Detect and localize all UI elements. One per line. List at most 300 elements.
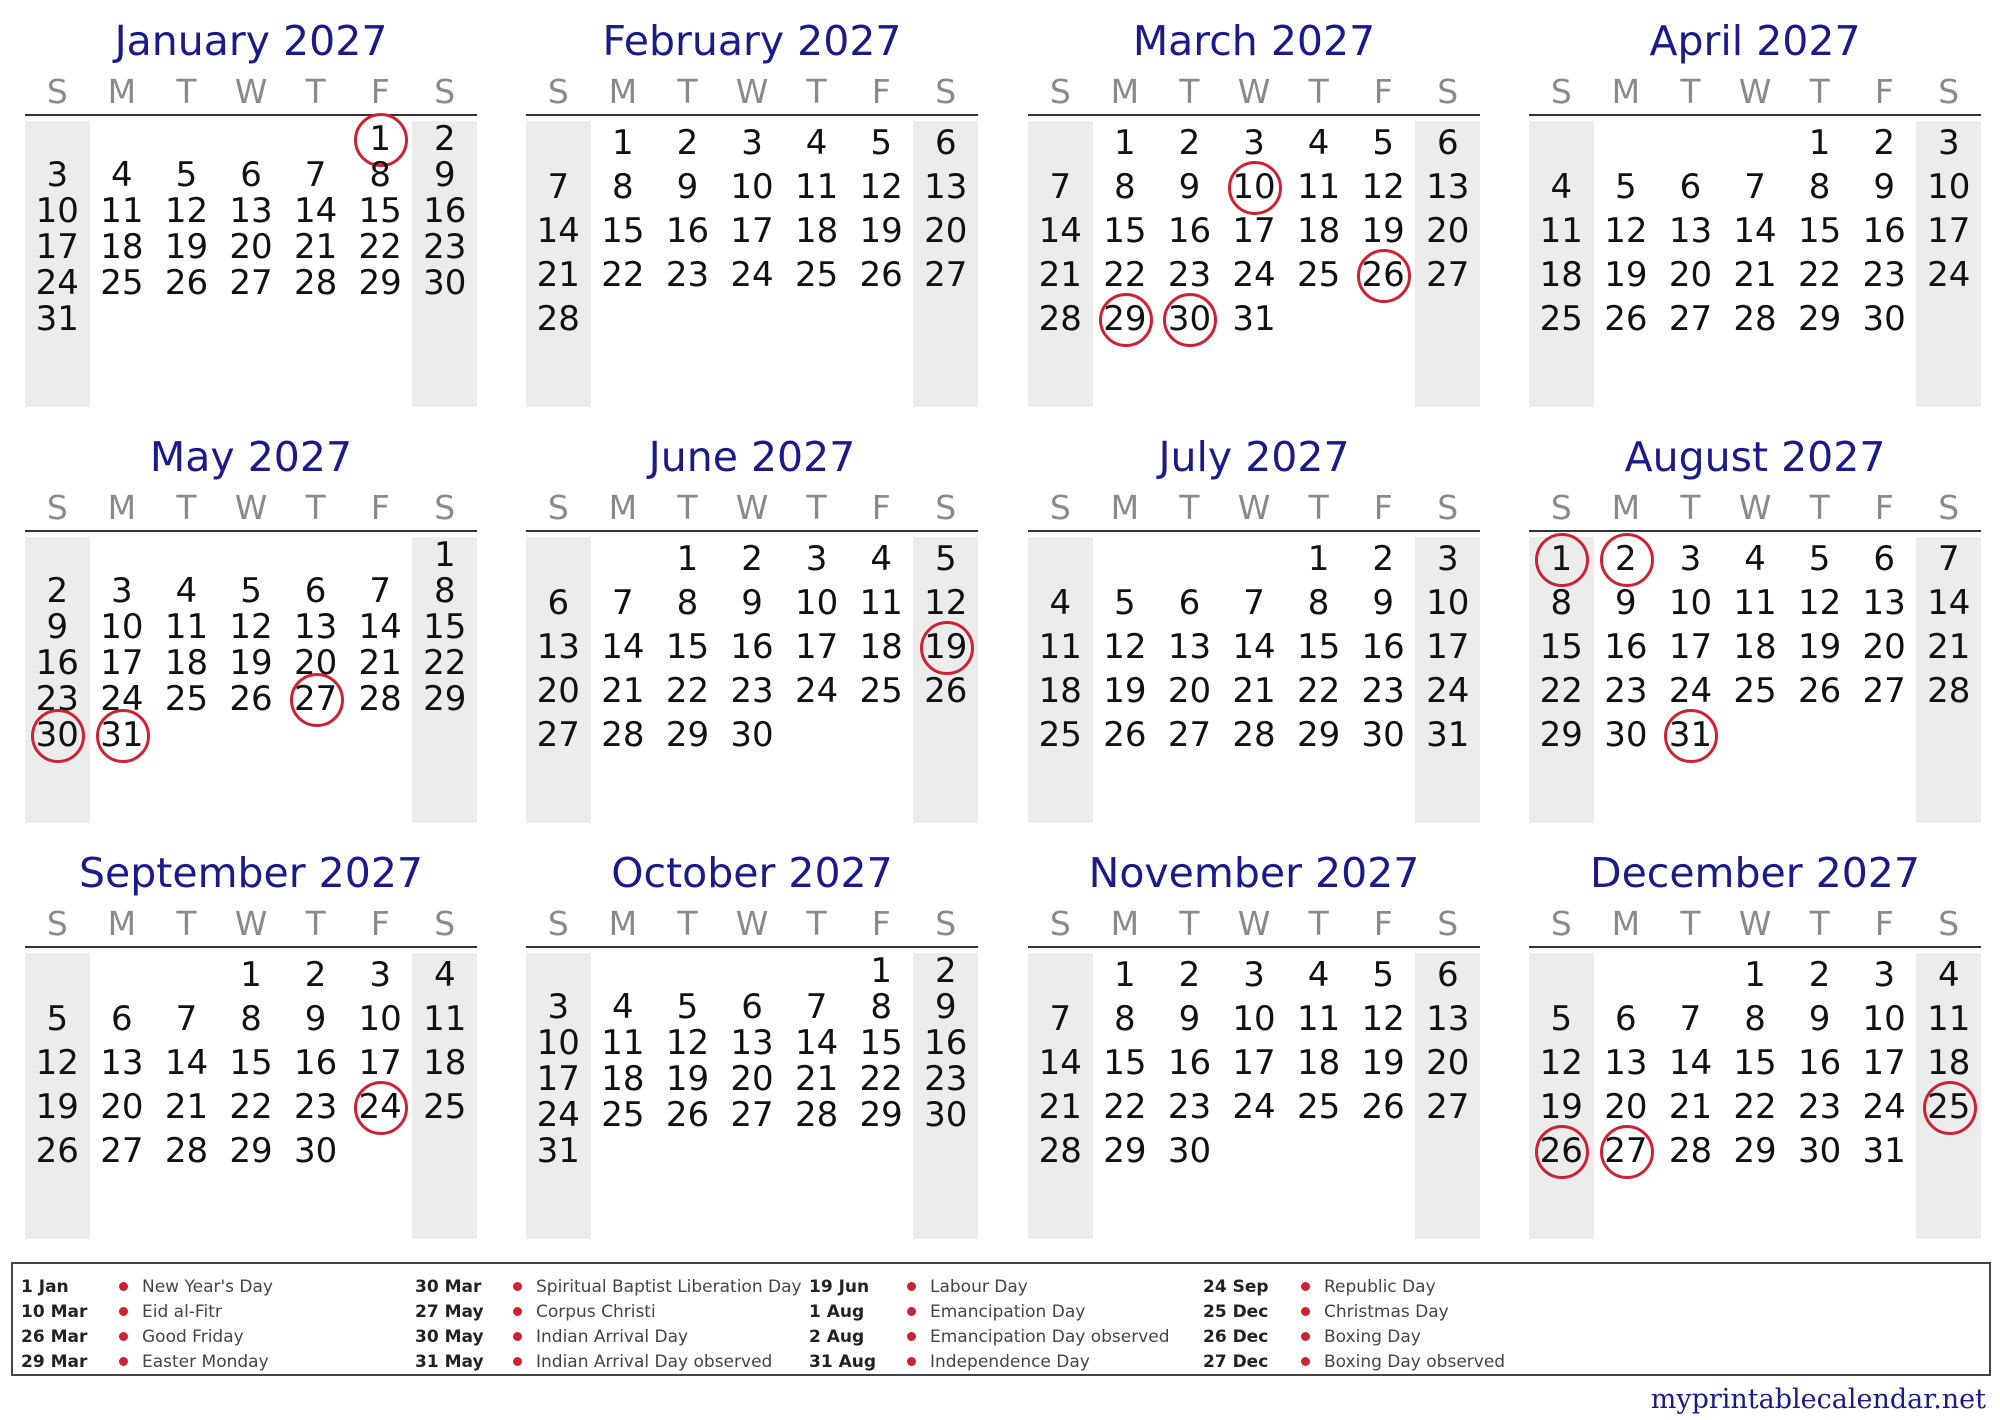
day-cell: 14	[1733, 211, 1777, 251]
day-cell: 4	[1307, 955, 1330, 995]
day-cell: 7	[369, 571, 391, 611]
day-cell: 4	[805, 123, 828, 163]
week-row	[526, 1061, 978, 1097]
legend-entry	[415, 1274, 802, 1299]
day-cell: 8	[433, 571, 456, 611]
day-cell: 24	[1232, 255, 1276, 295]
day-cell: 1	[1808, 123, 1831, 163]
day-cell: 9	[46, 607, 69, 647]
day-cell: 7	[1679, 999, 1702, 1039]
empty-day-cell	[1916, 297, 1981, 341]
legend-column	[809, 1274, 1170, 1374]
day-cell: 3	[1436, 539, 1459, 579]
weekday-header-row	[1529, 72, 1981, 112]
empty-day-cell	[591, 537, 656, 581]
empty-day-cell	[1852, 713, 1917, 757]
day-cell: 17	[35, 227, 79, 267]
day-cell: 5	[676, 987, 699, 1027]
week-row	[25, 681, 477, 717]
day-cell: 25	[601, 1095, 645, 1135]
weekday-header: M	[608, 72, 638, 111]
legend-holiday-name: Labour Day	[930, 1276, 1028, 1297]
week-row	[526, 253, 978, 297]
empty-day-cell	[1723, 121, 1788, 165]
day-cell: 24	[1232, 1087, 1276, 1127]
empty-day-cell	[219, 717, 284, 753]
empty-day-cell	[784, 713, 849, 757]
weekday-header: M	[1611, 488, 1641, 527]
day-cell: 29	[859, 1095, 903, 1135]
legend-date: 29 Mar	[21, 1351, 88, 1372]
weekday-header: M	[107, 72, 137, 111]
day-cell: 31	[1232, 299, 1276, 339]
legend-entry	[809, 1299, 1170, 1324]
weekday-header: T	[1308, 72, 1329, 111]
day-cell: 17	[1232, 1043, 1276, 1083]
day-cell: 4	[1049, 583, 1072, 623]
day-cell: 11	[1927, 999, 1971, 1039]
day-cell: 10	[730, 167, 774, 207]
weekday-header: M	[608, 488, 638, 527]
weekday-header: T	[677, 904, 698, 943]
day-cell: 9	[934, 987, 957, 1027]
holiday-day-cell: 10	[1222, 165, 1287, 209]
day-cell: 1	[1114, 123, 1136, 163]
day-cell: 5	[1550, 999, 1573, 1039]
day-cell: 1	[1307, 539, 1330, 579]
day-cell: 6	[1436, 955, 1459, 995]
day-cell: 31	[1862, 1131, 1906, 1171]
weekday-header: W	[735, 72, 769, 111]
day-cell: 21	[601, 671, 645, 711]
day-cell: 26	[1361, 1087, 1405, 1127]
day-cell: 23	[1604, 671, 1648, 711]
day-cell: 12	[164, 191, 209, 231]
empty-day-cell	[25, 537, 90, 573]
empty-day-cell	[849, 297, 914, 341]
week-row	[1028, 1041, 1480, 1085]
day-cell: 3	[1937, 123, 1960, 163]
day-cell: 26	[164, 263, 209, 303]
day-cell: 14	[358, 607, 402, 647]
day-cell: 8	[1550, 583, 1573, 623]
weekday-header: F	[871, 904, 891, 943]
header-divider	[1028, 946, 1480, 948]
day-cell: 7	[612, 583, 634, 623]
week-row	[1529, 209, 1981, 253]
day-cell: 16	[730, 627, 774, 667]
empty-day-cell	[1028, 121, 1093, 165]
legend-entry	[1203, 1349, 1505, 1374]
header-divider	[25, 946, 477, 948]
day-cell: 17	[100, 643, 144, 683]
weekday-header: F	[1373, 904, 1393, 943]
weekday-header: T	[305, 72, 326, 111]
day-cell: 10	[1862, 999, 1906, 1039]
day-cell: 23	[924, 1059, 968, 1099]
day-cell: 7	[547, 167, 570, 207]
day-cell: 28	[164, 1131, 209, 1171]
day-cell: 1	[240, 955, 262, 995]
weekday-header: M	[1110, 72, 1140, 111]
day-cell: 3	[111, 571, 133, 611]
day-cell: 14	[1668, 1043, 1713, 1083]
day-cell: 5	[1808, 539, 1831, 579]
legend-date: 1 Jan	[21, 1276, 69, 1297]
day-cell: 2	[433, 119, 456, 159]
month-may	[25, 426, 477, 823]
day-cell: 15	[229, 1043, 273, 1083]
legend-entry	[809, 1274, 1170, 1299]
week-row	[25, 537, 477, 573]
day-cell: 12	[1361, 999, 1405, 1039]
legend-entry	[21, 1324, 273, 1349]
day-cell: 24	[794, 671, 839, 711]
day-cell: 5	[175, 155, 198, 195]
weekday-header: W	[1237, 488, 1271, 527]
day-cell: 22	[1797, 255, 1842, 295]
weekday-header: T	[806, 904, 827, 943]
day-cell: 8	[676, 583, 699, 623]
day-cell: 9	[1178, 167, 1201, 207]
weekday-header-row	[526, 904, 978, 944]
legend-entry	[21, 1349, 273, 1374]
day-cell: 14	[1232, 627, 1276, 667]
holiday-dot-icon	[907, 1357, 916, 1366]
day-grid	[1529, 537, 1981, 823]
day-cell: 21	[794, 1059, 839, 1099]
day-cell: 6	[1615, 999, 1637, 1039]
day-cell: 6	[111, 999, 133, 1039]
day-cell: 19	[35, 1087, 79, 1127]
week-row	[25, 645, 477, 681]
header-divider	[1529, 530, 1981, 532]
month-title: September 2027	[79, 849, 423, 897]
day-cell: 22	[665, 671, 710, 711]
day-cell: 20	[1668, 255, 1713, 295]
weekday-header: S	[1550, 488, 1572, 527]
weekday-header: S	[547, 72, 569, 111]
day-cell: 11	[423, 999, 467, 1039]
day-cell: 5	[1615, 167, 1637, 207]
weekday-header: W	[1738, 904, 1772, 943]
day-cell: 17	[1927, 211, 1971, 251]
day-cell: 23	[293, 1087, 338, 1127]
holiday-day-cell: 26	[1529, 1129, 1594, 1173]
week-row	[526, 713, 978, 757]
site-credit[interactable]: myprintablecalendar.net	[1650, 1384, 1986, 1415]
day-cell: 25	[859, 671, 903, 711]
weekday-header: S	[935, 488, 957, 527]
day-cell: 4	[870, 539, 892, 579]
day-cell: 5	[1372, 123, 1394, 163]
day-cell: 5	[1372, 955, 1394, 995]
weekday-header: W	[234, 904, 268, 943]
weekday-header-row	[1028, 488, 1480, 528]
empty-day-cell	[90, 121, 155, 157]
day-cell: 2	[1178, 123, 1201, 163]
day-cell: 27	[1167, 715, 1212, 755]
weekday-header: S	[935, 72, 957, 111]
day-cell: 18	[164, 643, 209, 683]
empty-day-cell	[655, 297, 720, 341]
day-cell: 1	[870, 951, 892, 991]
day-grid	[25, 953, 477, 1239]
legend-date: 10 Mar	[21, 1301, 88, 1322]
day-cell: 26	[229, 679, 273, 719]
day-cell: 5	[240, 571, 262, 611]
empty-day-cell	[154, 537, 219, 573]
legend-holiday-name: Easter Monday	[142, 1351, 269, 1372]
day-cell: 27	[1668, 299, 1713, 339]
day-cell: 16	[1797, 1043, 1842, 1083]
empty-day-cell	[655, 1133, 720, 1169]
legend-date: 27 Dec	[1203, 1351, 1269, 1372]
month-title: April 2027	[1649, 17, 1861, 65]
day-cell: 4	[1550, 167, 1573, 207]
weekday-header: M	[1611, 72, 1641, 111]
weekday-header: S	[547, 488, 569, 527]
week-row	[1028, 997, 1480, 1041]
empty-day-cell	[219, 537, 284, 573]
day-cell: 17	[1862, 1043, 1906, 1083]
day-cell: 19	[1103, 671, 1147, 711]
day-cell: 17	[1232, 211, 1276, 251]
header-divider	[1529, 114, 1981, 116]
day-cell: 27	[536, 715, 580, 755]
month-title: November 2027	[1088, 849, 1420, 897]
empty-day-cell	[1286, 1129, 1351, 1173]
legend-holiday-name: Independence Day	[930, 1351, 1090, 1372]
day-cell: 19	[164, 227, 209, 267]
day-cell: 28	[1733, 299, 1777, 339]
legend-date: 2 Aug	[809, 1326, 865, 1347]
day-cell: 23	[730, 671, 774, 711]
day-cell: 18	[859, 627, 903, 667]
empty-day-cell	[412, 717, 477, 753]
empty-day-cell	[154, 953, 219, 997]
weekday-header: S	[434, 904, 456, 943]
day-cell: 18	[1296, 211, 1341, 251]
legend-holiday-name: Republic Day	[1324, 1276, 1436, 1297]
day-cell: 19	[229, 643, 273, 683]
day-cell: 28	[1232, 715, 1276, 755]
day-cell: 27	[229, 263, 273, 303]
month-april	[1529, 10, 1981, 407]
holiday-dot-icon	[907, 1282, 916, 1291]
week-row	[1529, 713, 1981, 757]
day-cell: 23	[1167, 1087, 1212, 1127]
month-november	[1028, 842, 1480, 1239]
weekday-header: W	[234, 72, 268, 111]
holiday-day-cell: 25	[1916, 1085, 1981, 1129]
week-row	[1028, 121, 1480, 165]
header-divider	[25, 114, 477, 116]
weekday-header: S	[1938, 72, 1960, 111]
day-cell: 30	[1797, 1131, 1842, 1171]
day-cell: 2	[934, 951, 957, 991]
week-row	[1028, 1085, 1480, 1129]
holiday-day-cell: 29	[1093, 297, 1158, 341]
week-row	[1529, 669, 1981, 713]
empty-day-cell	[154, 717, 219, 753]
day-cell: 19	[859, 211, 903, 251]
empty-day-cell	[25, 953, 90, 997]
day-cell: 11	[794, 167, 839, 207]
day-cell: 19	[665, 1059, 710, 1099]
day-cell: 27	[1862, 671, 1906, 711]
day-cell: 28	[358, 679, 402, 719]
day-cell: 3	[1679, 539, 1702, 579]
week-row	[1529, 997, 1981, 1041]
day-cell: 4	[433, 955, 456, 995]
week-row	[1028, 209, 1480, 253]
day-cell: 18	[1296, 1043, 1341, 1083]
day-cell: 29	[1103, 1131, 1147, 1171]
day-cell: 16	[1167, 1043, 1212, 1083]
day-cell: 10	[358, 999, 402, 1039]
day-cell: 21	[1232, 671, 1276, 711]
weekday-header-row	[1028, 904, 1480, 944]
day-cell: 16	[665, 211, 710, 251]
day-cell: 21	[1733, 255, 1777, 295]
day-cell: 10	[35, 191, 79, 231]
week-row	[1529, 953, 1981, 997]
weekday-header: S	[1049, 904, 1071, 943]
month-title: March 2027	[1132, 17, 1376, 65]
weekday-header: T	[1680, 904, 1701, 943]
holiday-dot-icon	[1301, 1307, 1310, 1316]
day-cell: 24	[1927, 255, 1971, 295]
day-cell: 10	[1426, 583, 1470, 623]
day-cell: 9	[1873, 167, 1895, 207]
day-cell: 11	[1296, 167, 1341, 207]
day-cell: 26	[35, 1131, 79, 1171]
day-cell: 13	[536, 627, 580, 667]
empty-day-cell	[219, 121, 284, 157]
day-cell: 24	[730, 255, 774, 295]
day-cell: 13	[1426, 167, 1470, 207]
empty-day-cell	[591, 297, 656, 341]
empty-day-cell	[784, 297, 849, 341]
empty-day-cell	[591, 953, 656, 989]
empty-day-cell	[90, 301, 155, 337]
week-row	[25, 573, 477, 609]
header-divider	[1529, 946, 1981, 948]
header-divider	[1028, 114, 1480, 116]
day-cell: 15	[1103, 211, 1147, 251]
day-cell: 20	[100, 1087, 144, 1127]
month-february	[526, 10, 978, 407]
empty-day-cell	[25, 121, 90, 157]
legend-holiday-name: New Year's Day	[142, 1276, 273, 1297]
day-cell: 25	[1733, 671, 1777, 711]
day-cell: 21	[1927, 627, 1971, 667]
weekday-header: S	[1550, 72, 1572, 111]
weekday-header: F	[370, 488, 390, 527]
weekday-header: T	[1179, 904, 1200, 943]
week-row	[526, 669, 978, 713]
day-cell: 15	[358, 191, 402, 231]
day-grid	[1529, 121, 1981, 407]
empty-day-cell	[784, 1133, 849, 1169]
holiday-dot-icon	[119, 1307, 128, 1316]
day-cell: 29	[1733, 1131, 1777, 1171]
holiday-dot-icon	[119, 1357, 128, 1366]
day-cell: 18	[1927, 1043, 1971, 1083]
weekday-header: T	[1308, 488, 1329, 527]
holiday-day-cell: 31	[90, 717, 155, 753]
day-cell: 5	[46, 999, 69, 1039]
day-cell: 31	[35, 299, 79, 339]
legend-date: 19 Jun	[809, 1276, 870, 1297]
day-cell: 22	[1539, 671, 1583, 711]
day-cell: 6	[741, 987, 763, 1027]
day-cell: 7	[1744, 167, 1766, 207]
day-cell: 11	[601, 1023, 645, 1063]
week-row	[1028, 669, 1480, 713]
month-title: October 2027	[611, 849, 893, 897]
day-cell: 21	[358, 643, 402, 683]
day-cell: 21	[536, 255, 580, 295]
empty-day-cell	[720, 297, 785, 341]
day-cell: 13	[1862, 583, 1906, 623]
empty-day-cell	[1594, 121, 1659, 165]
month-december	[1529, 842, 1981, 1239]
day-cell: 14	[164, 1043, 209, 1083]
day-cell: 6	[1178, 583, 1201, 623]
day-cell: 26	[924, 671, 968, 711]
day-cell: 17	[1668, 627, 1713, 667]
day-cell: 30	[293, 1131, 338, 1171]
day-cell: 13	[1167, 627, 1212, 667]
day-cell: 10	[794, 583, 839, 623]
weekday-header-row	[1529, 488, 1981, 528]
month-january	[25, 10, 477, 407]
day-cell: 14	[794, 1023, 839, 1063]
week-row	[526, 989, 978, 1025]
day-cell: 11	[1038, 627, 1082, 667]
empty-day-cell	[1529, 953, 1594, 997]
legend-entry	[21, 1299, 273, 1324]
day-cell: 12	[665, 1023, 710, 1063]
day-cell: 20	[1862, 627, 1906, 667]
header-divider	[526, 530, 978, 532]
weekday-header: W	[735, 488, 769, 527]
day-cell: 2	[676, 123, 699, 163]
day-cell: 8	[870, 987, 892, 1027]
day-cell: 19	[1797, 627, 1842, 667]
day-cell: 9	[676, 167, 699, 207]
day-cell: 26	[859, 255, 903, 295]
week-row	[1028, 713, 1480, 757]
legend-date: 30 May	[415, 1326, 484, 1347]
day-cell: 22	[423, 643, 467, 683]
day-cell: 31	[1426, 715, 1470, 755]
day-cell: 3	[1873, 955, 1895, 995]
day-cell: 14	[1038, 211, 1082, 251]
weekday-header: S	[1437, 904, 1459, 943]
day-cell: 27	[924, 255, 968, 295]
week-row	[526, 121, 978, 165]
week-row	[526, 581, 978, 625]
weekday-header: T	[1179, 72, 1200, 111]
day-cell: 10	[1668, 583, 1713, 623]
empty-day-cell	[1351, 297, 1416, 341]
day-cell: 22	[1296, 671, 1341, 711]
month-title: August 2027	[1624, 433, 1886, 481]
day-cell: 15	[665, 627, 710, 667]
